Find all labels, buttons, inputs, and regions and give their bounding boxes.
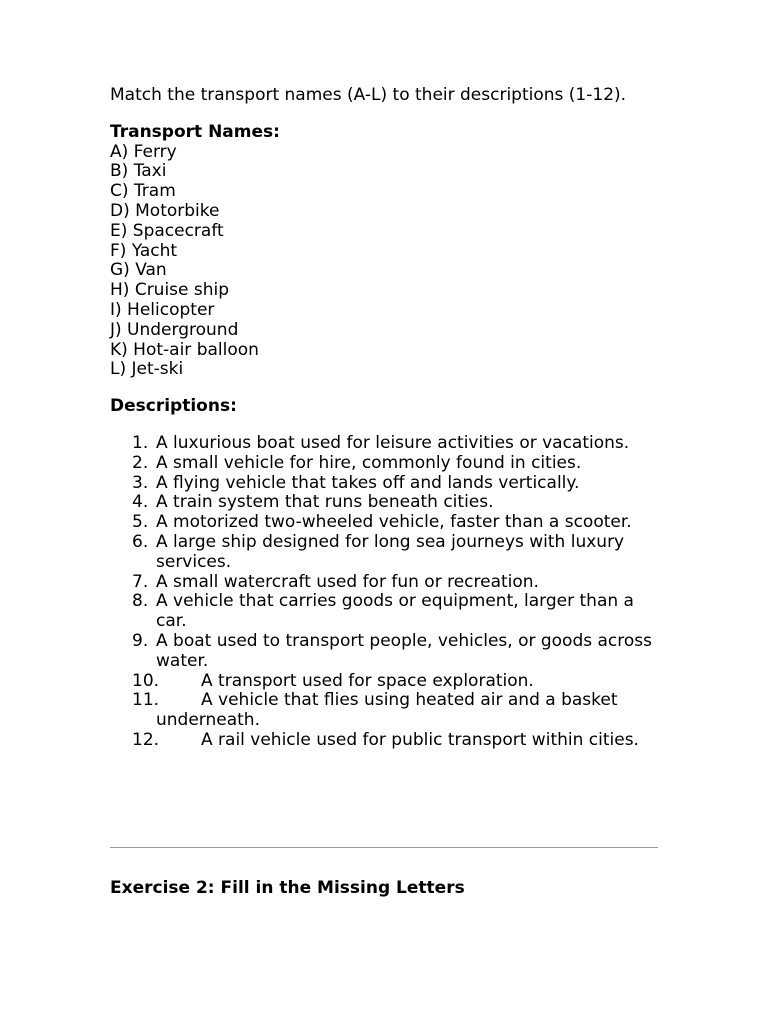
description-item [110, 493, 658, 513]
description-number: 7. [132, 571, 149, 592]
transport-name: F) Yacht [110, 240, 178, 261]
description-text: A small vehicle for hire, commonly found in cities. [156, 452, 582, 473]
description-item [110, 691, 658, 731]
spacer [110, 380, 658, 397]
exercise-2-heading: Exercise 2: Fill in the Missing Letters [110, 878, 465, 898]
description-text: A train system that runs beneath cities. [156, 492, 494, 513]
description-text: A vehicle that carries goods or equipment, larger than a car. [156, 591, 634, 632]
description-text: A small watercraft used for fun or recreation. [156, 571, 539, 592]
description-text: A large ship designed for long sea journeys with luxury services. [156, 531, 625, 572]
transport-name: D) Motorbike [110, 200, 220, 221]
description-text: A motorized two-wheeled vehicle, faster than a scooter. [156, 512, 632, 533]
description-item [110, 454, 658, 474]
description-item [110, 592, 658, 632]
description-text: A vehicle that flies using heated air and a basket underneath. [156, 690, 618, 731]
descriptions-heading: Descriptions: [110, 396, 237, 417]
description-number: 3. [132, 472, 149, 493]
description-item [110, 731, 658, 751]
description-number: 2. [132, 452, 149, 473]
section-divider [110, 847, 658, 848]
description-number: 10. [132, 670, 160, 691]
spacer [110, 417, 658, 434]
description-item [110, 672, 658, 692]
transport-name: J) Underground [110, 319, 239, 340]
description-number: 1. [132, 432, 149, 453]
description-item [110, 434, 658, 454]
descriptions-list [110, 434, 658, 751]
instructions: Match the transport names (A-L) to their descriptions (1-12). [110, 85, 627, 105]
description-item [110, 474, 658, 494]
description-number: 5. [132, 512, 149, 533]
transport-name: B) Taxi [110, 161, 167, 182]
transport-name: H) Cruise ship [110, 280, 230, 301]
description-item [110, 533, 658, 573]
description-item [110, 632, 658, 672]
description-item [110, 513, 658, 533]
transport-name: G) Van [110, 260, 167, 281]
worksheet [110, 85, 658, 898]
transport-name: I) Helicopter [110, 299, 215, 320]
description-item [110, 573, 658, 593]
description-text: A boat used to transport people, vehicles, or goods across water. [156, 630, 652, 671]
description-number: 8. [132, 591, 149, 612]
description-number: 4. [132, 492, 149, 513]
description-number: 11. [132, 690, 160, 711]
transport-name: K) Hot-air balloon [110, 339, 259, 360]
description-number: 9. [132, 630, 149, 651]
transport-name: L) Jet-ski [110, 359, 184, 380]
description-text: A luxurious boat used for leisure activities or vacations. [156, 432, 630, 453]
description-number: 6. [132, 531, 149, 552]
transport-names-list [110, 143, 658, 381]
transport-name: C) Tram [110, 181, 176, 202]
description-text: A transport used for space exploration. [201, 670, 534, 691]
description-text: A flying vehicle that takes off and lands vertically. [156, 472, 580, 493]
description-text: A rail vehicle used for public transport within cities. [201, 729, 639, 750]
transport-names-heading: Transport Names: [110, 121, 280, 142]
transport-name: E) Spacecraft [110, 220, 224, 241]
transport-name: A) Ferry [110, 141, 177, 162]
spacer [110, 106, 658, 123]
description-number: 12. [132, 729, 160, 750]
